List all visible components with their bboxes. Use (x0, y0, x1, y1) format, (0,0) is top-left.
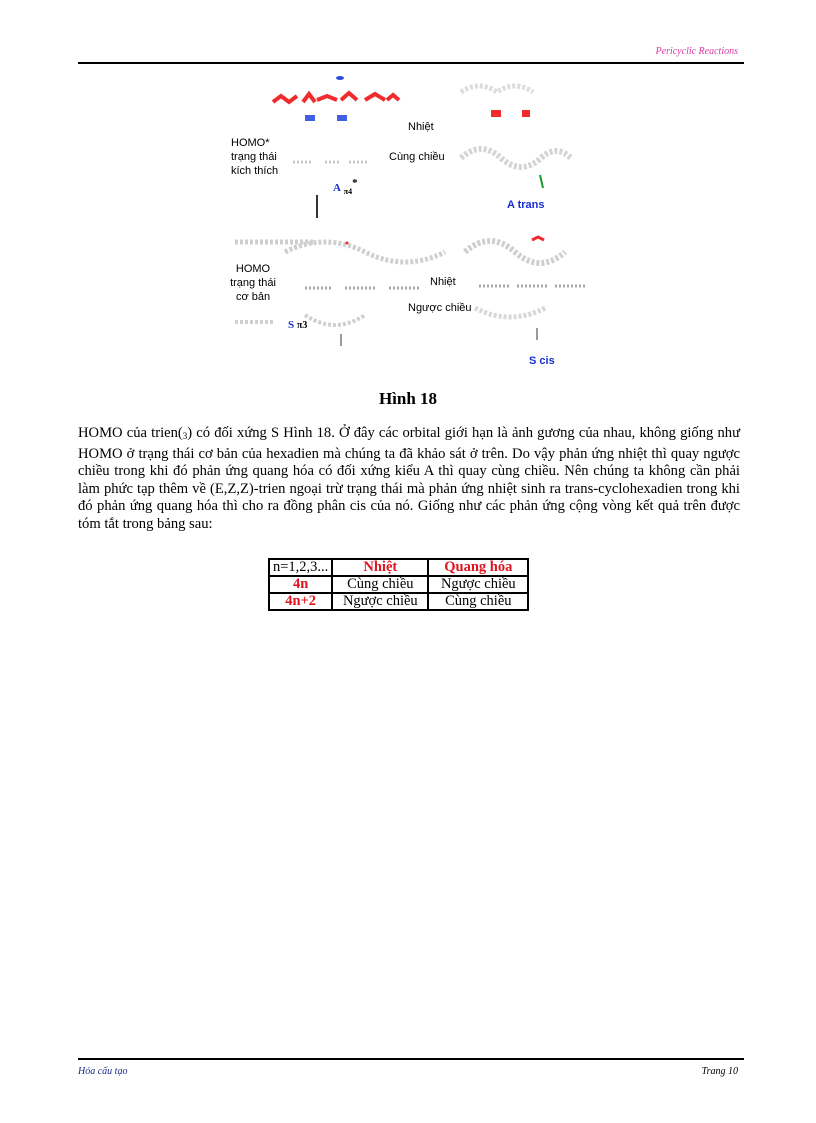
table-cell: Ngược chiều (332, 593, 428, 610)
table-cell: Cùng chiều (428, 593, 528, 610)
table-cell: Ngược chiều (428, 576, 528, 593)
symmetry-letter: A (333, 182, 341, 194)
label-line: cơ bản (235, 291, 271, 303)
orbital-name: π3 (296, 320, 308, 331)
page-number: Trang 10 (701, 1066, 738, 1077)
label-line: HOMO* (231, 137, 270, 149)
table-row (269, 593, 528, 610)
footer-rule (78, 1058, 744, 1060)
bottom-orbital-label (288, 319, 307, 331)
homo-ground-label (228, 262, 278, 304)
top-product-label: A trans (507, 199, 545, 211)
orbital-figure (225, 70, 595, 370)
bottom-product-label: S cis (529, 355, 555, 367)
top-condition-label: Nhiệt (408, 121, 434, 133)
figure-caption: Hình 18 (378, 389, 438, 408)
orbital-name: π4 (343, 187, 353, 196)
table-header-row (269, 559, 528, 576)
symmetry-letter: S (288, 319, 295, 331)
table-header-cell: Quang hóa (428, 559, 528, 576)
top-orbital-label (333, 177, 358, 196)
paragraph-text: HOMO của trien( (78, 425, 183, 441)
paragraph-text: ) có đối xứng S Hình 18. Ở đây các orbital giới hạn là ảnh gương của nhau, không giống như HOMO ở trạng thái cơ bản của hexadien mà chúng ta đã khảo sát ở trên. Do vậy phản ứng nhiệt thì quay ngược chiều trong khi đó phản ứng quang hóa có đối xứng kiểu A thì quay cùng chiều. Nên chúng ta không cần phải làm phức tạp thêm về (E,Z,Z)-trien ngoại trừ trạng thái mà phản ứng nhiệt sinh ra trans-cyclohexadien trong khi đó phản ứng quang hóa thì cho ra đồng phân cis của nó. Giống như các phản ứng cộng vòng kết quả trên được tóm tắt trong bảng sau: (78, 425, 740, 532)
body-paragraph (78, 425, 740, 533)
homo-excited-label (231, 136, 278, 178)
table-header-cell: Nhiệt (332, 559, 428, 576)
table-cell: Cùng chiều (332, 576, 428, 593)
table-row (269, 576, 528, 593)
bottom-condition-label: Nhiệt (430, 276, 456, 288)
top-reactant-orbitals (273, 76, 399, 218)
bottom-rotation-label: Ngược chiều (408, 302, 472, 314)
label-line: kích thích (231, 165, 279, 177)
label-line: trạng thái (230, 277, 276, 289)
label-line: trạng thái (231, 151, 277, 163)
bottom-product-orbitals (465, 237, 585, 340)
table-cell: 4n (269, 576, 332, 593)
summary-table (268, 558, 529, 611)
excited-star: * (352, 177, 358, 189)
top-product-orbitals (461, 86, 571, 188)
subscript: 3 (182, 431, 188, 441)
running-header: Pericyclic Reactions (655, 46, 738, 57)
label-line: HOMO (235, 263, 271, 275)
top-rotation-label: Cùng chiều (389, 151, 445, 163)
footer-left: Hóa cấu tạo (78, 1066, 128, 1077)
table-cell: 4n+2 (269, 593, 332, 610)
header-rule (78, 62, 744, 64)
table-header-cell: n=1,2,3... (269, 559, 332, 576)
